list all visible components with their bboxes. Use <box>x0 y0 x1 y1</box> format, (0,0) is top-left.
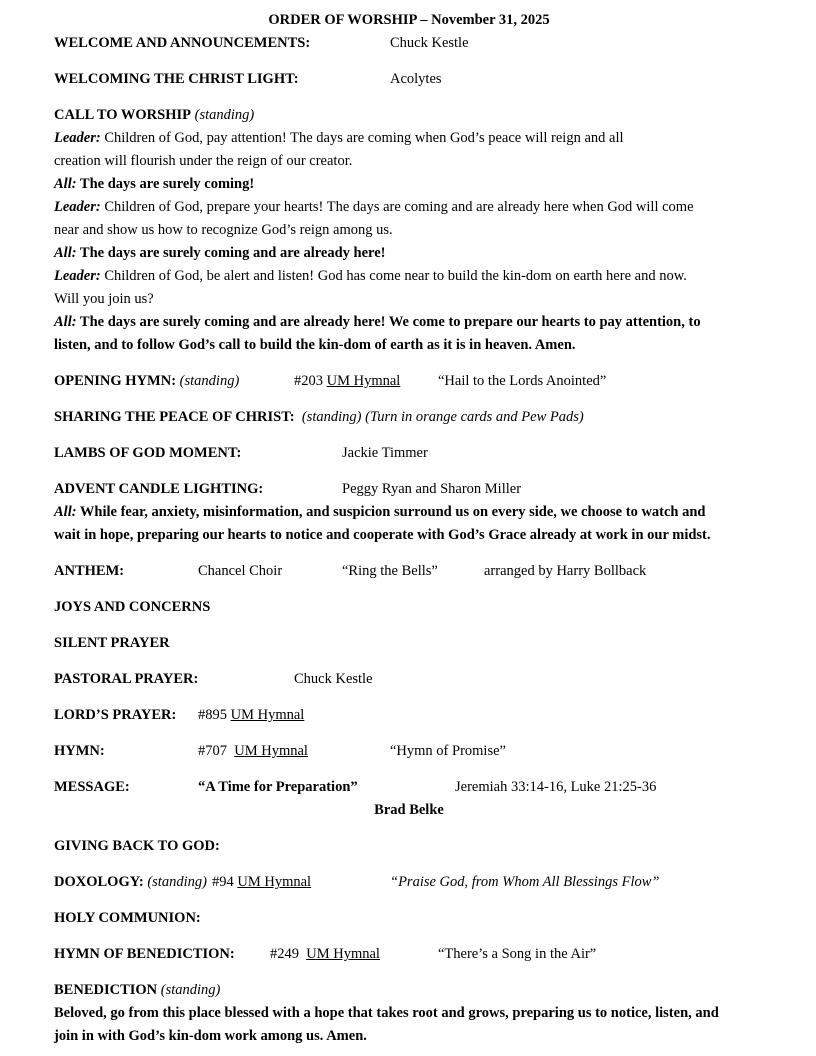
advent-candle-label: ADVENT CANDLE LIGHTING: <box>54 481 264 497</box>
standing-note: (standing) <box>157 982 221 998</box>
giving-label: GIVING BACK TO GOD: <box>54 838 220 854</box>
hymn-title: “Hymn of Promise” <box>390 743 506 759</box>
leader-response <box>54 288 764 311</box>
sharing-peace-line <box>54 406 764 429</box>
leader-response <box>54 219 764 242</box>
message-label: MESSAGE: <box>54 779 130 795</box>
all-text: The days are surely coming! <box>76 176 255 192</box>
lords-prayer-label: LORD’S PRAYER: <box>54 707 177 723</box>
hymnal-reference: UM Hymnal <box>306 946 380 962</box>
hymn-number: #249 UM Hymnal <box>270 946 380 962</box>
standing-note: (standing) <box>191 107 255 123</box>
leader-text: Children of God, be alert and listen! God has come near to build the kin-dom on earth here and now. <box>100 268 687 284</box>
hymn-number: #94 UM Hymnal <box>212 874 312 890</box>
christ-light-label: WELCOMING THE CHRIST LIGHT: <box>54 71 299 87</box>
leader-response <box>54 196 764 219</box>
all-response <box>54 334 764 357</box>
pastoral-prayer-label: PASTORAL PRAYER: <box>54 671 199 687</box>
pastoral-prayer-line <box>54 668 764 691</box>
sharing-peace-note: (standing) (Turn in orange cards and Pew Pads) <box>294 409 584 425</box>
hymnal-reference: UM Hymnal <box>237 874 312 890</box>
sharing-peace-label: SHARING THE PEACE OF CHRIST: <box>54 409 295 425</box>
hymn-title: “Hail to the Lords Anointed” <box>438 373 607 389</box>
advent-candle-line <box>54 478 764 501</box>
benediction-label: BENEDICTION <box>54 982 158 998</box>
anthem-arranger: arranged by Harry Bollback <box>484 563 647 579</box>
all-label: All: <box>54 504 77 520</box>
doxology-line <box>54 871 764 894</box>
message-line <box>54 776 764 799</box>
speaker-line <box>54 799 764 822</box>
christ-light-value: Acolytes <box>390 71 442 87</box>
leader-text: near and show us how to recognize God’s reign among us. <box>54 222 393 238</box>
scripture-reference: Jeremiah 33:14-16, Luke 21:25-36 <box>455 779 657 795</box>
joys-concerns-label: JOYS AND CONCERNS <box>54 599 211 615</box>
leader-text: Children of God, pay attention! The days are coming when God’s peace will reign and all <box>100 130 624 146</box>
benediction-text: Beloved, go from this place blessed with a hope that takes root and grows, preparing us to notice, listen, and <box>54 1005 719 1021</box>
hymnal-reference: UM Hymnal <box>230 707 305 723</box>
page-title-text: ORDER OF WORSHIP – November 31, 2025 <box>268 12 550 28</box>
all-response <box>54 173 764 196</box>
christ-light-line <box>54 68 764 91</box>
anthem-line <box>54 560 764 583</box>
anthem-label: ANTHEM: <box>54 563 125 579</box>
leader-response <box>54 265 764 288</box>
speaker-name: Brad Belke <box>374 802 444 818</box>
message-title: “A Time for Preparation” <box>198 779 358 795</box>
standing-note: (standing) <box>143 874 207 890</box>
lords-prayer-line <box>54 704 764 727</box>
leader-label: Leader: <box>54 268 101 284</box>
hymn-benediction-line <box>54 943 764 966</box>
benediction-text: join in with God’s kin-dom work among us. Amen. <box>54 1028 367 1044</box>
call-to-worship-label: CALL TO WORSHIP <box>54 107 191 123</box>
doxology-title: “Praise God, from Whom All Blessings Flow” <box>390 874 660 890</box>
leader-label: Leader: <box>54 199 101 215</box>
leader-text: Children of God, prepare your hearts! The days are coming and are already here when God will come <box>100 199 694 215</box>
opening-hymn-label: OPENING HYMN: <box>54 373 177 389</box>
hymn-benediction-label: HYMN OF BENEDICTION: <box>54 946 235 962</box>
holy-communion-heading <box>54 907 764 930</box>
hymn-number: #203 UM Hymnal <box>294 373 401 389</box>
anthem-title: “Ring the Bells” <box>342 563 438 579</box>
benediction-response <box>54 1025 764 1048</box>
all-response <box>54 242 764 265</box>
hymn-title: “There’s a Song in the Air” <box>438 946 597 962</box>
all-text: listen, and to follow God’s call to build the kin-dom of earth as it is in heaven. Amen. <box>54 337 576 353</box>
all-response <box>54 311 764 334</box>
doxology-label: DOXOLOGY: <box>54 874 144 890</box>
anthem-choir: Chancel Choir <box>198 563 283 579</box>
hymn-number: #895 UM Hymnal <box>198 707 305 723</box>
call-to-worship-heading <box>54 104 764 127</box>
leader-response <box>54 127 764 150</box>
lambs-moment-value: Jackie Timmer <box>342 445 428 461</box>
all-response <box>54 501 764 524</box>
silent-prayer-heading <box>54 632 764 655</box>
hymn-number: #707 UM Hymnal <box>198 743 308 759</box>
hymn-line <box>54 740 764 763</box>
all-text: While fear, anxiety, misinformation, and suspicion surround us on every side, we choose to watch and <box>76 504 706 520</box>
silent-prayer-label: SILENT PRAYER <box>54 635 170 651</box>
leader-text: creation will flourish under the reign of our creator. <box>54 153 353 169</box>
all-text: The days are surely coming and are already here! <box>76 245 386 261</box>
benediction-heading <box>54 979 764 1002</box>
holy-communion-label: HOLY COMMUNION: <box>54 910 201 926</box>
all-label: All: <box>54 176 77 192</box>
standing-note: (standing) <box>176 373 240 389</box>
all-text: The days are surely coming and are already here! We come to prepare our hearts to pay attention, to <box>76 314 701 330</box>
hymn-label: HYMN: <box>54 743 105 759</box>
page-title <box>54 9 764 32</box>
leader-response <box>54 150 764 173</box>
welcome-value: Chuck Kestle <box>390 35 469 51</box>
giving-heading <box>54 835 764 858</box>
welcome-label: WELCOME AND ANNOUNCEMENTS: <box>54 35 311 51</box>
all-response <box>54 524 764 547</box>
all-label: All: <box>54 245 77 261</box>
hymnal-reference: UM Hymnal <box>326 373 401 389</box>
leader-text: Will you join us? <box>54 291 154 307</box>
all-label: All: <box>54 314 77 330</box>
all-text: wait in hope, preparing our hearts to notice and cooperate with God’s Grace already at work in our midst. <box>54 527 711 543</box>
joys-concerns-heading <box>54 596 764 619</box>
benediction-response <box>54 1002 764 1025</box>
lambs-moment-line <box>54 442 764 465</box>
lambs-moment-label: LAMBS OF GOD MOMENT: <box>54 445 242 461</box>
pastoral-prayer-value: Chuck Kestle <box>294 671 373 687</box>
advent-candle-value: Peggy Ryan and Sharon Miller <box>342 481 522 497</box>
hymnal-reference: UM Hymnal <box>234 743 308 759</box>
leader-label: Leader: <box>54 130 101 146</box>
opening-hymn-line <box>54 370 764 393</box>
welcome-line <box>54 32 764 55</box>
